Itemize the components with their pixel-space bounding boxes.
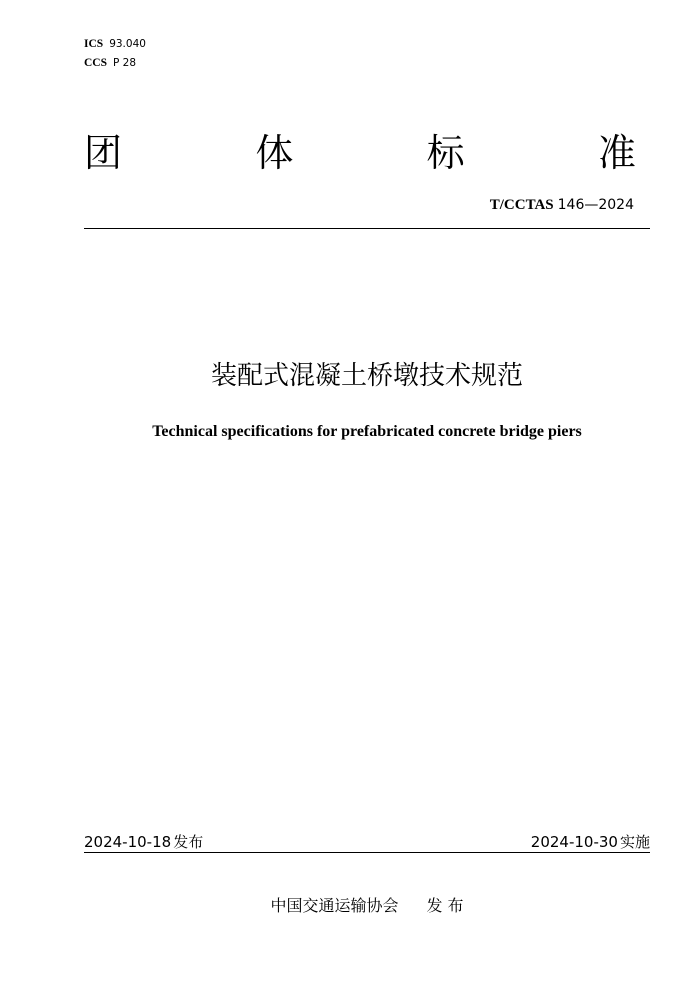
ics-value: 93.040 [109,38,146,50]
publish-date-label: 发布 [173,833,204,851]
publish-date-value: 2024-10-18 [84,833,172,851]
ccs-value: P 28 [113,57,137,69]
document-title-english: Technical specifications for prefabricated concrete bridge piers [152,423,582,440]
ccs-code [84,56,136,70]
footer-divider [84,852,650,853]
standard-number-code: 146—2024 [557,197,634,213]
effective-date-value: 2024-10-30 [530,833,618,851]
issuer-name: 中国交通运输协会 [270,896,399,915]
standard-type-heading [84,128,636,178]
standard-number-prefix: T/CCTAS [489,197,554,213]
standard-type-char: 标 [426,131,465,175]
issuer-line [0,895,700,917]
standard-number [490,196,634,214]
publish-date [84,832,203,852]
effective-date-label: 实施 [619,833,650,851]
header-divider [84,228,650,229]
standard-type-char: 团 [84,131,123,175]
ics-code [84,37,146,51]
ccs-label: CCS [84,57,108,69]
document-title-chinese: 装配式混凝土桥墩技术规范 [210,361,523,391]
ics-label: ICS [84,38,104,50]
issuer-action: 发 布 [426,896,464,915]
standard-type-char: 准 [597,131,636,175]
effective-date [531,832,650,852]
standard-type-char: 体 [255,131,294,175]
